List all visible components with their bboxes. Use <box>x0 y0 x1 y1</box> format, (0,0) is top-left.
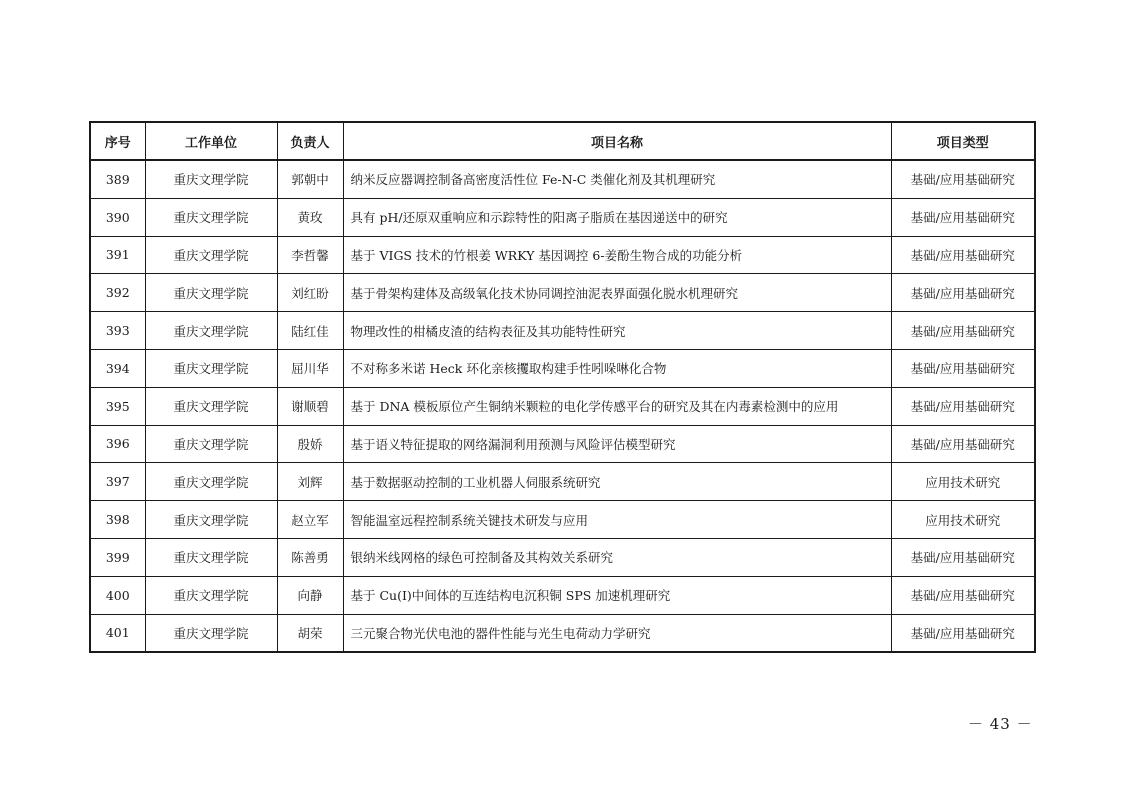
cell-leader: 刘红盼 <box>277 274 343 312</box>
cell-project-name: 银纳米线网格的绿色可控制备及其构效关系研究 <box>343 538 891 576</box>
cell-serial: 394 <box>90 349 145 387</box>
table-row <box>90 312 1035 350</box>
cell-leader: 殷娇 <box>277 425 343 463</box>
cell-serial: 389 <box>90 160 145 198</box>
cell-unit: 重庆文理学院 <box>145 160 277 198</box>
cell-leader: 刘辉 <box>277 463 343 501</box>
cell-project-name: 不对称多米诺 Heck 环化亲核攫取构建手性吲哚啉化合物 <box>343 349 891 387</box>
table-row <box>90 463 1035 501</box>
cell-project-name: 具有 pH/还原双重响应和示踪特性的阳离子脂质在基因递送中的研究 <box>343 198 891 236</box>
cell-unit: 重庆文理学院 <box>145 463 277 501</box>
table-row <box>90 425 1035 463</box>
cell-project-type: 基础/应用基础研究 <box>891 198 1035 236</box>
cell-project-name: 基于骨架构建体及高级氧化技术协同调控油泥表界面强化脱水机理研究 <box>343 274 891 312</box>
table-body <box>90 160 1035 652</box>
cell-leader: 赵立军 <box>277 501 343 539</box>
cell-serial: 397 <box>90 463 145 501</box>
cell-unit: 重庆文理学院 <box>145 501 277 539</box>
table-row <box>90 198 1035 236</box>
cell-leader: 屈川华 <box>277 349 343 387</box>
cell-project-type: 基础/应用基础研究 <box>891 387 1035 425</box>
cell-unit: 重庆文理学院 <box>145 425 277 463</box>
cell-project-type: 基础/应用基础研究 <box>891 160 1035 198</box>
cell-project-type: 基础/应用基础研究 <box>891 614 1035 652</box>
cell-unit: 重庆文理学院 <box>145 236 277 274</box>
cell-project-type: 应用技术研究 <box>891 463 1035 501</box>
table-header <box>90 122 1035 160</box>
cell-leader: 李哲馨 <box>277 236 343 274</box>
cell-leader: 陈善勇 <box>277 538 343 576</box>
cell-project-type: 基础/应用基础研究 <box>891 576 1035 614</box>
table-row <box>90 387 1035 425</box>
header-project-name: 项目名称 <box>343 122 891 160</box>
project-table <box>89 121 1036 653</box>
cell-leader: 黄玫 <box>277 198 343 236</box>
table-row <box>90 349 1035 387</box>
cell-leader: 陆红佳 <box>277 312 343 350</box>
cell-leader: 谢顺碧 <box>277 387 343 425</box>
cell-project-name: 基于 DNA 模板原位产生铜纳米颗粒的电化学传感平台的研究及其在内毒素检测中的应用 <box>343 387 891 425</box>
table-row <box>90 160 1035 198</box>
cell-project-name: 基于 Cu(Ⅰ)中间体的互连结构电沉积铜 SPS 加速机理研究 <box>343 576 891 614</box>
table-row <box>90 501 1035 539</box>
cell-project-type: 基础/应用基础研究 <box>891 236 1035 274</box>
cell-project-name: 基于语义特征提取的网络漏洞利用预测与风险评估模型研究 <box>343 425 891 463</box>
cell-unit: 重庆文理学院 <box>145 576 277 614</box>
cell-unit: 重庆文理学院 <box>145 274 277 312</box>
cell-serial: 390 <box>90 198 145 236</box>
header-unit: 工作单位 <box>145 122 277 160</box>
cell-project-type: 基础/应用基础研究 <box>891 349 1035 387</box>
cell-serial: 399 <box>90 538 145 576</box>
page-number: － 43 － <box>968 715 1033 733</box>
cell-unit: 重庆文理学院 <box>145 614 277 652</box>
cell-serial: 401 <box>90 614 145 652</box>
cell-unit: 重庆文理学院 <box>145 312 277 350</box>
cell-project-type: 基础/应用基础研究 <box>891 274 1035 312</box>
cell-project-type: 基础/应用基础研究 <box>891 425 1035 463</box>
header-row <box>90 122 1035 160</box>
project-table-container <box>89 121 1034 653</box>
cell-leader: 向静 <box>277 576 343 614</box>
cell-project-name: 纳米反应器调控制备高密度活性位 Fe-N-C 类催化剂及其机理研究 <box>343 160 891 198</box>
header-serial: 序号 <box>90 122 145 160</box>
cell-serial: 400 <box>90 576 145 614</box>
cell-serial: 396 <box>90 425 145 463</box>
cell-project-name: 基于数据驱动控制的工业机器人伺服系统研究 <box>343 463 891 501</box>
cell-serial: 395 <box>90 387 145 425</box>
cell-unit: 重庆文理学院 <box>145 349 277 387</box>
table-row <box>90 236 1035 274</box>
cell-unit: 重庆文理学院 <box>145 198 277 236</box>
cell-project-type: 应用技术研究 <box>891 501 1035 539</box>
cell-serial: 391 <box>90 236 145 274</box>
cell-serial: 393 <box>90 312 145 350</box>
cell-leader: 郭朝中 <box>277 160 343 198</box>
cell-project-name: 物理改性的柑橘皮渣的结构表征及其功能特性研究 <box>343 312 891 350</box>
cell-serial: 398 <box>90 501 145 539</box>
header-project-type: 项目类型 <box>891 122 1035 160</box>
cell-serial: 392 <box>90 274 145 312</box>
cell-unit: 重庆文理学院 <box>145 387 277 425</box>
table-row <box>90 274 1035 312</box>
cell-leader: 胡荣 <box>277 614 343 652</box>
cell-unit: 重庆文理学院 <box>145 538 277 576</box>
cell-project-name: 智能温室远程控制系统关键技术研发与应用 <box>343 501 891 539</box>
header-leader: 负责人 <box>277 122 343 160</box>
cell-project-name: 基于 VIGS 技术的竹根姜 WRKY 基因调控 6-姜酚生物合成的功能分析 <box>343 236 891 274</box>
table-row <box>90 538 1035 576</box>
cell-project-type: 基础/应用基础研究 <box>891 312 1035 350</box>
cell-project-name: 三元聚合物光伏电池的器件性能与光生电荷动力学研究 <box>343 614 891 652</box>
table-row <box>90 576 1035 614</box>
table-row <box>90 614 1035 652</box>
cell-project-type: 基础/应用基础研究 <box>891 538 1035 576</box>
